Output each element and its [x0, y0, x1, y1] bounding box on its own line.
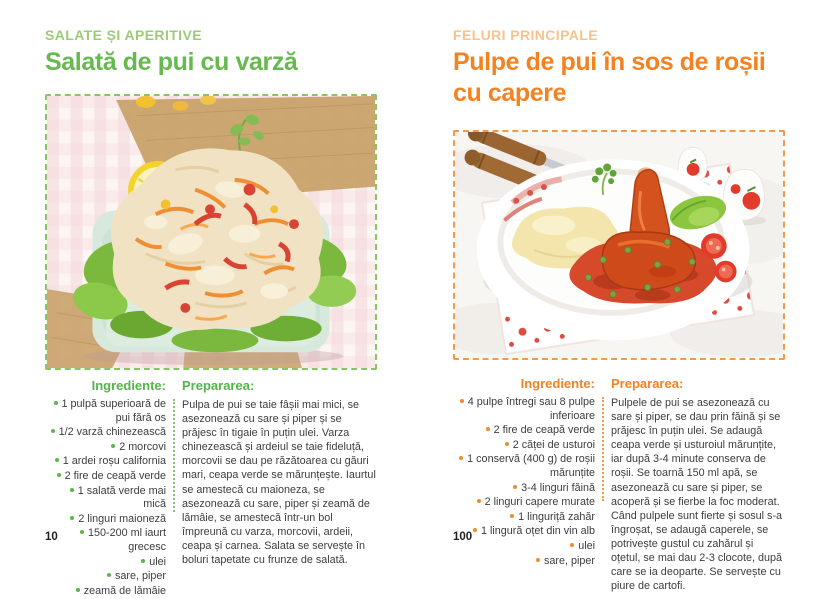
bullet-icon	[570, 543, 574, 547]
left-page-number: 10	[45, 531, 58, 543]
left-recipe-photo-frame	[45, 94, 377, 370]
ingredient-item: 2 căței de usturoi	[453, 439, 595, 453]
right-recipe-category: FELURI PRINCIPALE	[453, 27, 598, 43]
chicken-cabbage-salad-photo	[47, 96, 375, 368]
bullet-icon	[510, 514, 514, 518]
right-page-number: 100	[453, 531, 473, 543]
ingredient-item: 4 pulpe întregi sau 8 pulpe inferioare	[453, 396, 595, 423]
right-dotted-divider	[602, 397, 604, 501]
ingredient-item: sare, piper	[45, 570, 166, 584]
ingredient-item: 1/2 varză chinezească	[45, 426, 166, 440]
ingredient-item: 1 ardei roșu california	[45, 455, 166, 469]
right-ingredients-list	[453, 396, 595, 568]
right-recipe-details	[453, 376, 785, 593]
ingredient-item: 1 pulpă superioară de pui fără os	[45, 398, 166, 425]
right-title-line-2: cu capere	[453, 79, 567, 107]
bullet-icon	[473, 528, 477, 532]
ingredient-item: 2 morcovi	[45, 441, 166, 455]
left-preparation-text: Pulpa de pui se taie fâșii mai mici, se asezonează cu sare și piper și se prăjesc în tigaie în puțin ulei. Varza chinezească și ardeiul se taie fideluță, morcovii se dau pe răzătoarea cu găuri mari, ceapa verde se mărunțește. Iaurtul se amestecă cu maioneza, se asezonează cu sare, piper și zeamă de lămâie, se amestecă într-un bol împreună cu varza, morcovii, ardeii, ceapa și carnea. Salata se servește în boluri tapetate cu frunze de salată.	[182, 399, 376, 567]
bullet-icon	[459, 456, 463, 460]
left-preparation-section	[182, 378, 377, 599]
ingredient-item: 3-4 linguri făină	[453, 482, 595, 496]
ingredient-item: 1 conservă (400 g) de roșii mărunțite	[453, 453, 595, 480]
left-ingredients-list	[45, 398, 166, 598]
left-ingredients-heading: Ingrediente:	[91, 378, 166, 393]
right-ingredients-section	[453, 376, 595, 593]
ingredient-item: ulei	[453, 540, 595, 554]
bullet-icon	[57, 473, 61, 477]
right-preparation-section	[611, 376, 785, 593]
left-preparation-heading: Prepararea:	[182, 378, 255, 393]
right-preparation-heading: Prepararea:	[611, 376, 684, 391]
left-recipe-details	[45, 378, 377, 599]
bullet-icon	[477, 499, 481, 503]
chicken-drumsticks-tomato-sauce-photo	[455, 132, 783, 358]
left-title-line-1: Salată de pui cu varză	[45, 48, 298, 76]
left-ingredients-section	[45, 378, 166, 599]
left-recipe-category: SALATE ȘI APERITIVE	[45, 27, 202, 43]
left-dotted-divider	[173, 399, 175, 512]
bullet-icon	[486, 427, 490, 431]
ingredient-item: 2 linguri maioneză	[45, 513, 166, 527]
ingredient-item: 1 linguriță zahăr	[453, 511, 595, 525]
bullet-icon	[76, 588, 80, 592]
bullet-icon	[70, 488, 74, 492]
right-recipe-photo-frame	[453, 130, 785, 360]
right-title-line-1: Pulpe de pui în sos de roșii	[453, 48, 766, 76]
bullet-icon	[505, 442, 509, 446]
bullet-icon	[80, 530, 84, 534]
bullet-icon	[536, 558, 540, 562]
ingredient-item: sare, piper	[453, 555, 595, 569]
bullet-icon	[51, 429, 55, 433]
ingredient-item: 2 fire de ceapă verde	[453, 424, 595, 438]
ingredient-item: 150-200 ml iaurt grecesc	[45, 527, 166, 554]
bullet-icon	[70, 516, 74, 520]
bullet-icon	[141, 559, 145, 563]
bullet-icon	[54, 401, 58, 405]
left-recipe-title	[45, 47, 385, 78]
ingredient-item: zeamă de lămâie	[45, 585, 166, 599]
right-ingredients-heading: Ingrediente:	[520, 376, 595, 391]
bullet-icon	[513, 485, 517, 489]
right-preparation-text: Pulpele de pui se asezonează cu sare și piper, se dau prin făină și se prăjesc în puțin ulei. Se adaugă ceapa verde și usturoiul mărunțite, iar după 3-4 minute conserva de roșii. Se toarnă 150 ml apă, se asezonează cu sare și piper, se acoperă și se fierbe la foc moderat. Când pulpele sunt fierte și sosul s-a îngroșat, se adaugă caperele, se potrivește gustul cu zahărul și oțetul, se mai dau 2-3 clocote, după care se ia deoparte. Se servește cu piure de cartofi.	[611, 397, 783, 593]
ingredient-item: 2 linguri capere murate	[453, 496, 595, 510]
bullet-icon	[460, 399, 464, 403]
bullet-icon	[111, 444, 115, 448]
bullet-icon	[55, 458, 59, 462]
ingredient-item: ulei	[45, 556, 166, 570]
ingredient-item: 2 fire de ceapă verde	[45, 470, 166, 484]
ingredient-item: 1 lingură oțet din vin alb	[453, 525, 595, 539]
ingredient-item: 1 salată verde mai mică	[45, 485, 166, 512]
right-recipe-title	[453, 47, 793, 109]
